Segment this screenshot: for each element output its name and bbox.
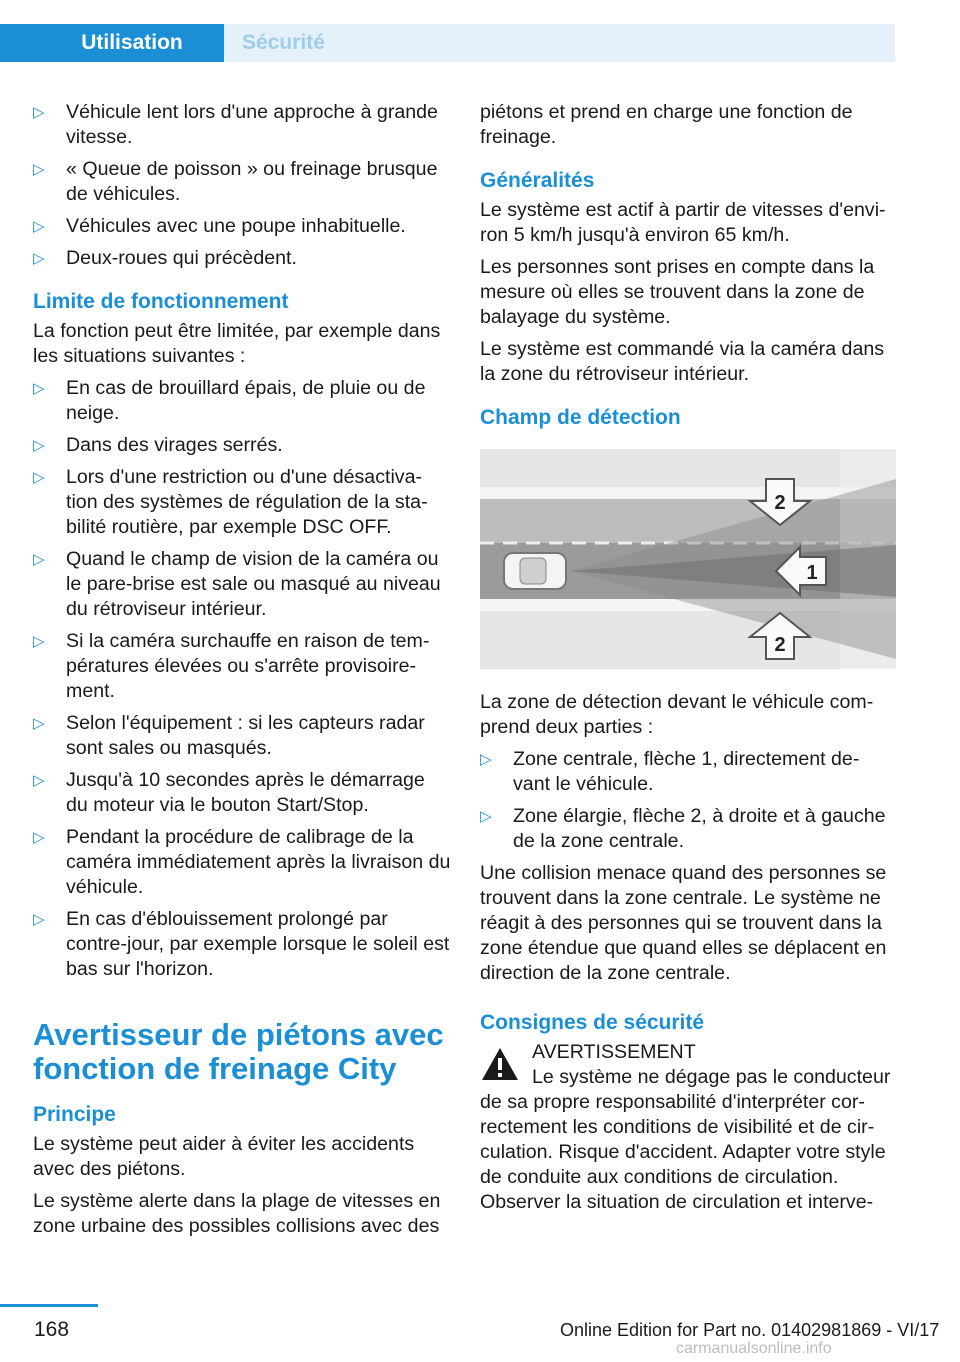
list-item: ▷ Dans des virages serrés. — [33, 434, 283, 456]
triangle-bullet-icon: ▷ — [33, 551, 45, 568]
list-item: ▷ Deux-roues qui précèdent. — [33, 247, 297, 269]
generalites-paragraph: Les personnes sont prises en compte dans la mesure où elles se trouvent dans la zone de balayage du système. — [480, 256, 875, 328]
triangle-bullet-icon: ▷ — [33, 469, 45, 486]
principe-heading: Principe — [33, 1103, 116, 1126]
watermark: carmanualsonline.info — [676, 1340, 832, 1357]
list-item: ▷ Si la caméra surchauffe en raison de tem‐pératures élevées ou s'arrête provisoire‐ment. — [33, 630, 430, 702]
arrow-label: 2 — [774, 634, 786, 656]
zone-paragraph: La zone de détection devant le véhicule com‐prend deux parties : — [480, 691, 874, 738]
triangle-bullet-icon: ▷ — [33, 437, 45, 454]
limit-intro: La fonction peut être limitée, par exemple dans les situations suivantes : — [33, 320, 441, 367]
car-icon — [504, 553, 566, 589]
principe-paragraph: Le système peut aider à éviter les accidents avec des piétons. — [33, 1133, 415, 1180]
list-item: ▷ Selon l'équipement : si les capteurs radar sont sales ou masqués. — [33, 712, 425, 759]
warning-block — [480, 1040, 896, 1215]
warning-title: AVERTISSEMENT — [532, 1041, 696, 1063]
triangle-bullet-icon: ▷ — [33, 380, 45, 397]
triangle-bullet-icon: ▷ — [33, 633, 45, 650]
detection-field-diagram — [480, 449, 896, 669]
list-item: ▷ « Queue de poisson » ou freinage brusque de véhicules. — [33, 158, 438, 205]
warning-text: Le système ne dégage pas le conducteur — [532, 1066, 891, 1088]
left-column — [33, 100, 451, 1246]
vehicle-situations-list — [33, 100, 451, 271]
list-item: ▷ En cas de brouillard épais, de pluie ou de neige. — [33, 377, 426, 424]
generalites-heading: Généralités — [480, 169, 595, 192]
list-item: ▷ Pendant la procédure de calibrage de la caméra immédiatement après la livraison du véhicule. — [33, 826, 451, 898]
list-item: ▷ Zone centrale, flèche 1, directement de‐vant le véhicule. — [480, 748, 860, 795]
list-item: ▷ En cas d'éblouissement prolongé par contre-jour, par exemple lorsque le soleil est bas sur l'horizon. — [33, 908, 450, 980]
limit-heading: Limite de fonctionnement — [33, 290, 289, 313]
footer-rule — [0, 1304, 98, 1307]
header-bar — [0, 0, 960, 62]
arrow-label: 1 — [806, 562, 818, 584]
generalites-paragraph: Le système est commandé via la caméra dans la zone du rétroviseur intérieur. — [480, 338, 885, 385]
triangle-bullet-icon: ▷ — [33, 161, 45, 178]
list-item: ▷ Quand le champ de vision de la caméra ou le pare-brise est sale ou masqué au niveau du rétroviseur intérieur. — [33, 548, 441, 620]
triangle-bullet-icon: ▷ — [33, 829, 45, 846]
list-item: ▷ Véhicules avec une poupe inhabituelle. — [33, 215, 406, 237]
triangle-bullet-icon: ▷ — [33, 250, 45, 267]
limit-list — [33, 376, 451, 982]
list-item: ▷ Zone élargie, flèche 2, à droite et à gauche de la zone centrale. — [480, 805, 886, 852]
triangle-bullet-icon: ▷ — [33, 715, 45, 732]
generalites-paragraph: Le système est actif à partir de vitesses d'envi‐ron 5 km/h jusqu'à environ 65 km/h. — [480, 199, 886, 246]
champ-heading: Champ de détection — [480, 406, 681, 429]
arrow-label: 2 — [774, 492, 786, 514]
warning-triangle-icon — [480, 1046, 520, 1082]
triangle-bullet-icon: ▷ — [480, 808, 492, 825]
tab-utilisation[interactable]: Utilisation — [0, 24, 224, 62]
triangle-bullet-icon: ▷ — [33, 911, 45, 928]
tab-securite[interactable]: Sécurité — [224, 24, 895, 62]
section-title: Avertisseur de piétons avec fonction de freinage City — [33, 1017, 444, 1086]
zone-list — [480, 747, 896, 854]
continued-paragraph: piétons et prend en charge une fonction de freinage. — [480, 101, 853, 148]
collision-paragraph: Une collision menace quand des personnes se trouvent dans la zone centrale. Le système ne réagit à des personnes qui se trouvent dans la zone étendue que quand elles se déplacent en direction de la zone centrale. — [480, 862, 887, 984]
right-column — [480, 100, 896, 1215]
consignes-heading: Consignes de sécurité — [480, 1011, 705, 1034]
triangle-bullet-icon: ▷ — [480, 751, 492, 768]
triangle-bullet-icon: ▷ — [33, 104, 45, 121]
edition-text: Online Edition for Part no. 01402981869 - VI/17 — [560, 1320, 940, 1340]
list-item: ▷ Lors d'une restriction ou d'une désactiva‐tion des systèmes de régulation de la sta‐bilité routière, par exemple DSC OFF. — [33, 466, 428, 538]
triangle-bullet-icon: ▷ — [33, 218, 45, 235]
warning-text: de sa propre responsabilité d'interpréter cor‐rectement les conditions de visibilité et de cir‐culation. Risque d'accident. Adapter votre style de conduite aux conditions de circulation. Observer la situation de circulation et interve‐ — [480, 1091, 886, 1213]
triangle-bullet-icon: ▷ — [33, 772, 45, 789]
list-item: ▷ Véhicule lent lors d'une approche à grande vitesse. — [33, 101, 438, 148]
principe-paragraph: Le système alerte dans la plage de vitesses en zone urbaine des possibles collisions avec des — [33, 1190, 441, 1237]
list-item: ▷ Jusqu'à 10 secondes après le démarrage du moteur via le bouton Start/Stop. — [33, 769, 425, 816]
page-number: 168 — [34, 1318, 70, 1341]
